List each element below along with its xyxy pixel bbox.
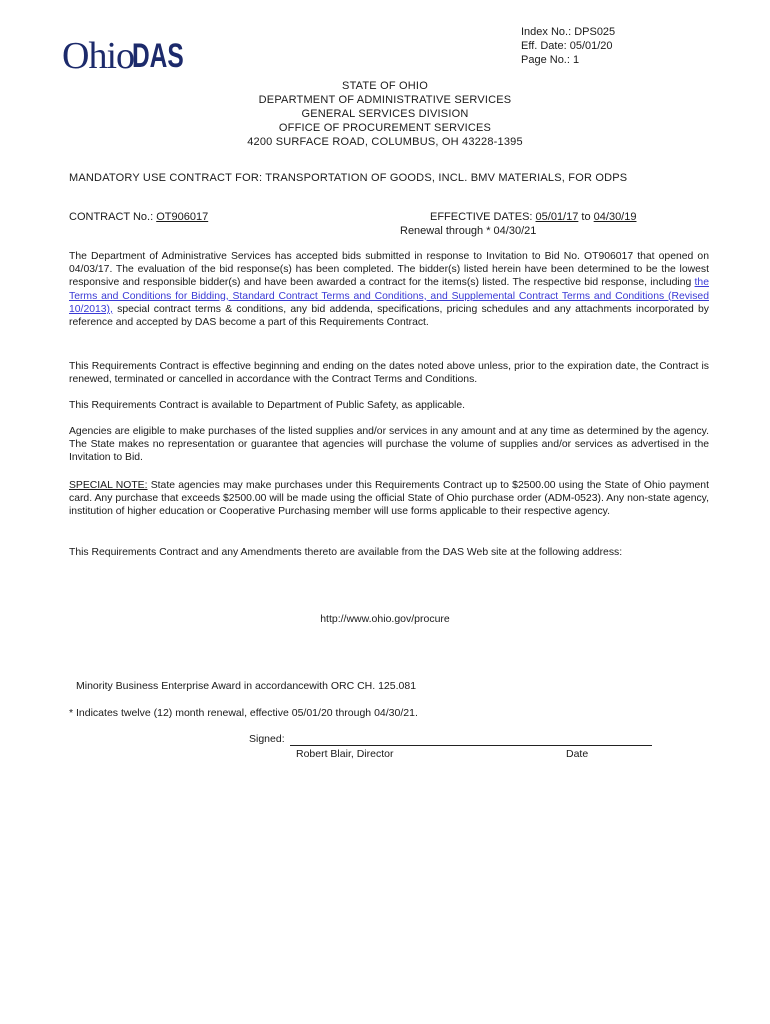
effective-date: Eff. Date: 05/01/20 <box>521 40 613 52</box>
terms-and-conditions-link[interactable]: the Terms and Conditions for Bidding, Standard Contract Terms and Conditions, and Supplemental Contract Terms and Conditions (Revised 10/2013), <box>69 277 709 315</box>
special-note-text: State agencies may make purchases under this Requirements Contract up to $2500.00 using the State of Ohio payment card. Any purchase that exceeds $2500.00 will be made using the official State of Ohio purchase order (ADM-0523). Any non-state agency, institution of higher education or Cooperative Purchasing member will use forms applicable to their respective agency. <box>69 480 709 518</box>
renewal-date: Renewal through * 04/30/21 <box>400 225 537 237</box>
paragraph-availability: This Requirements Contract is available to Department of Public Safety, as applicable. <box>69 400 466 411</box>
contract-number-label: CONTRACT No.: <box>69 211 157 223</box>
special-note-label: SPECIAL NOTE: <box>69 480 148 491</box>
paragraph-special-note <box>69 479 709 519</box>
index-number: Index No.: DPS025 <box>521 26 616 38</box>
effective-end-date: 04/30/19 <box>593 211 637 223</box>
agency-header <box>0 79 770 149</box>
effective-start-date: 05/01/17 <box>535 211 579 223</box>
date-label: Date <box>566 748 589 760</box>
contract-title: MANDATORY USE CONTRACT FOR: TRANSPORTATION OF GOODS, INCL. BMV MATERIALS, FOR ODPS <box>69 172 628 184</box>
mbe-award: Minority Business Enterprise Award in accordancewith ORC CH. 125.081 <box>76 680 417 692</box>
header-line-division: GENERAL SERVICES DIVISION <box>301 108 469 120</box>
renewal-note: * Indicates twelve (12) month renewal, effective 05/01/20 through 04/30/21. <box>69 707 418 719</box>
ohio-das-logo <box>62 34 204 77</box>
paragraph-award-text-b: special contract terms & conditions, any bid addenda, specifications, pricing schedules and any attachments incorporated by reference and accepted by DAS become a part of this Requirements Contract. <box>69 303 709 329</box>
paragraph-award <box>69 250 709 329</box>
director-name: Robert Blair, Director <box>296 748 394 760</box>
paragraph-effective: This Requirements Contract is effective beginning and ending on the dates noted above unless, prior to the expiration date, the Contract is renewed, terminated or cancelled in accordance with the Contract Terms and Conditions. <box>69 361 709 386</box>
signed-label: Signed: <box>249 733 285 745</box>
page-number: Page No.: 1 <box>521 54 580 66</box>
contract-number-value: OT906017 <box>156 211 209 223</box>
paragraph-web-site: This Requirements Contract and any Amendments thereto are available from the DAS Web site at the following address: <box>69 547 623 558</box>
paragraph-award-text-a: The Department of Administrative Services has accepted bids submitted in response to Invitation to Bid No. OT906017 that opened on 04/03/17. The evaluation of the bid response(s) has been completed. The bidder(s) listed herein have been determined to be the lowest responsive and responsible bidder(s) and have been awarded a contract for the items(s) listed. The respective bid response, including <box>69 251 709 289</box>
contract-number <box>69 211 208 223</box>
effective-dates-separator: to <box>578 211 594 223</box>
effective-dates <box>430 211 636 223</box>
procure-url: http://www.ohio.gov/procure <box>320 613 450 625</box>
index-block <box>521 25 615 67</box>
logo-ohio-text: Ohio <box>62 35 134 77</box>
paragraph-eligibility: Agencies are eligible to make purchases of the listed supplies and/or services in any amount and at any time as determined by the agency. The State makes no representation or guarantee that agencies will purchase the volume of supplies and/or services as advertised in the Invitation to Bid. <box>69 426 709 464</box>
logo-das-text: DAS <box>132 37 184 75</box>
signature-line <box>290 745 652 746</box>
effective-dates-label: EFFECTIVE DATES: <box>430 211 536 223</box>
header-line-office: OFFICE OF PROCUREMENT SERVICES <box>278 122 492 134</box>
header-line-state: STATE OF OHIO <box>342 80 428 92</box>
header-line-address: 4200 SURFACE ROAD, COLUMBUS, OH 43228-1395 <box>247 136 523 148</box>
header-line-department: DEPARTMENT OF ADMINISTRATIVE SERVICES <box>258 94 512 106</box>
